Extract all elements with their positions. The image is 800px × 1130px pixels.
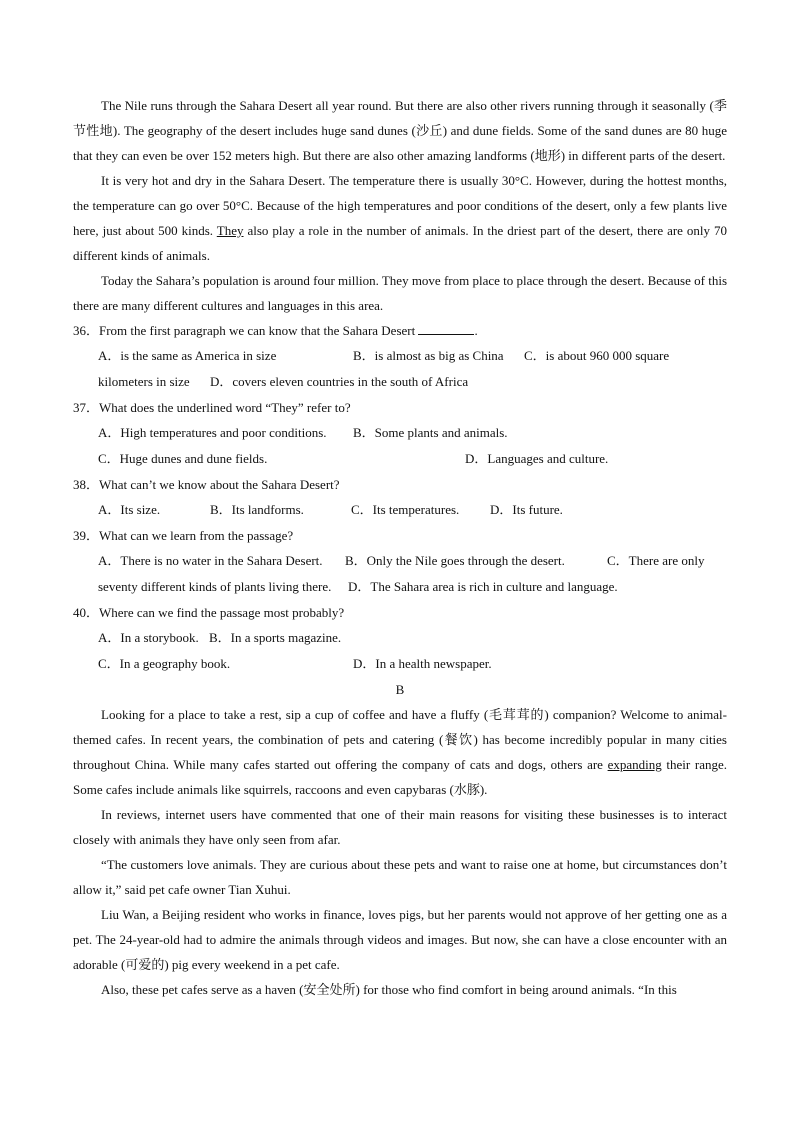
question-38-stem: 38．What can’t we know about the Sahara Desert? [73,477,340,492]
question-37-options-line-2 [73,446,727,472]
question-37-stem: 37．What does the underlined word “They” refer to? [73,400,351,415]
passage-b-paragraph-5: Also, these pet cafes serve as a haven (安全处所) for those who find comfort in being around animals. “In this [101,982,677,997]
q40-option-c: C．In a geography book. [98,656,231,671]
question-38-options [73,497,727,523]
underlined-word-expanding: expanding [607,757,662,772]
q39-option-b: B．Only the Nile goes through the desert. [345,553,565,568]
passage-a-paragraph-2 [73,168,727,268]
q39-option-a: A．There is no water in the Sahara Desert. [98,553,323,568]
question-36-stem: 36．From the first paragraph we can know that the Sahara Desert . [73,318,727,343]
passage-b-paragraph-3: “The customers love animals. They are curious about these pets and want to raise one at home, but circumstances don’t allow it,” said pet cafe owner Tian Xuhui. [73,857,727,897]
q36-option-d: D．covers eleven countries in the south of Africa [210,374,469,389]
question-40-stem: 40．Where can we find the passage most probably? [73,605,345,620]
q38-option-a: A．Its size. [98,502,161,517]
question-40-options-line-1 [73,625,727,651]
q40-option-b: B．In a sports magazine. [209,630,342,645]
question-36-options-line-2 [73,369,727,395]
q40-option-a: A．In a storybook. [98,630,199,645]
question-39-stem: 39．What can we learn from the passage? [73,528,294,543]
passage-a-paragraph-3: Today the Sahara’s population is around four million. They move from place to place through the desert. Because of this there are many different cultures and languages in this area. [73,273,727,313]
q39-option-c-start: C．There are only [607,553,705,568]
q37-option-b: B．Some plants and animals. [353,425,508,440]
exam-page [73,93,727,1002]
passage-b-paragraph-4: Liu Wan, a Beijing resident who works in finance, loves pigs, but her parents would not approve of her getting one as a pet. The 24-year-old had to admire the animals through videos and images. But now, she can have a close encounter with an adorable (可爱的) pig every weekend in a pet cafe. [73,907,727,972]
section-b-heading: B [395,682,405,697]
q39-option-d: D．The Sahara area is rich in culture and language. [348,579,618,594]
passage-b-p1-text-before: Looking for a place to take a rest, sip a cup of coffee and have a fluffy (毛茸茸的) companion? Welcome to animal-themed cafes. In recent years, the combination of pets and catering (餐饮) has become incredibly popular in many cities throughout China. While many cafes started out offering the company of cats and dogs, others are [73,707,727,772]
q37-option-c: C．Huge dunes and dune fields. [98,451,268,466]
q38-option-b: B．Its landforms. [210,502,304,517]
question-36-options-line-1 [73,343,727,369]
question-36-stem-text: 36．From the first paragraph we can know that the Sahara Desert [73,323,419,338]
passage-b-paragraph-1 [73,702,727,802]
question-37-options-line-1 [73,420,727,446]
q36-option-a: A．is the same as America in size [98,348,277,363]
q39-option-c-end: seventy different kinds of plants living there. [98,579,332,594]
q37-option-a: A．High temperatures and poor conditions. [98,425,327,440]
q36-option-c-end: kilometers in size [98,374,190,389]
q38-option-c: C．Its temperatures. [351,502,460,517]
q38-option-d: D．Its future. [490,502,563,517]
passage-a-p2-text-before: It is very hot and dry in the Sahara Desert. The temperature there is usually 30°C. However, during the hottest months, the temperature can go over 50°C. Because of the high temperatures and poor conditions of the desert, only a few plants live here, just about 500 kinds. [73,173,727,238]
q36-option-b: B．is almost as big as China [353,348,504,363]
answer-blank [418,320,474,335]
q36-option-c-start: C．is about 960 000 square [524,348,670,363]
passage-a-paragraph-1: The Nile runs through the Sahara Desert all year round. But there are also other rivers running through it seasonally (季节性地). The geography of the desert includes huge sand dunes (沙丘) and dune fields. Some of the sand dunes are 80 huge that they can even be over 152 meters high. But there are also other amazing landforms (地形) in different parts of the desert. [73,98,727,163]
passage-b-paragraph-2: In reviews, internet users have commented that one of their main reasons for visiting these businesses is to interact closely with animals they have only seen from afar. [73,807,727,847]
question-39-options-line-2 [73,574,727,600]
q37-option-d: D．Languages and culture. [465,451,609,466]
underlined-word-they: They [216,223,244,238]
passage-a-p2-text-after: also play a role in the number of animals. In the driest part of the desert, there are only 70 different kinds of animals. [73,223,727,263]
question-39-options-line-1 [73,548,727,574]
question-40-options-line-2 [73,651,727,677]
q40-option-d: D．In a health newspaper. [353,656,492,671]
passage-b-p1-text-after: their range. Some cafes include animals like squirrels, raccoons and even capybaras (水豚). [73,757,727,797]
